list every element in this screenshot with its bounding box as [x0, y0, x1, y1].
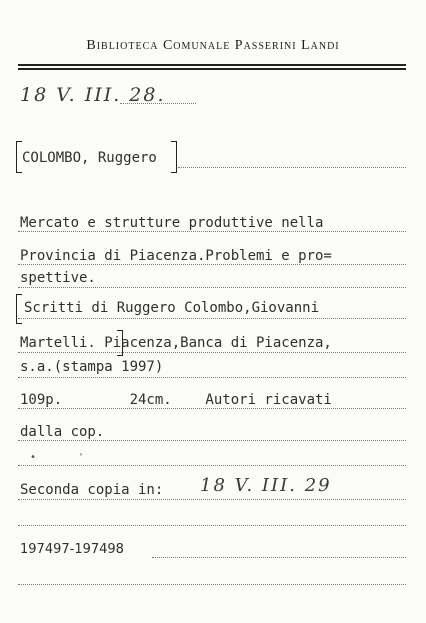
title-line-1: Mercato e strutture produttive nella	[20, 215, 324, 231]
stray-marks: • '	[30, 452, 103, 463]
notes-line: dalla cop.	[20, 424, 105, 440]
library-header: Biblioteca Comunale Passerini Landi	[86, 38, 340, 53]
dotline-4	[18, 318, 406, 319]
collation-line: 109p. 24cm. Autori ricavati	[20, 392, 332, 408]
header-rule-top	[18, 64, 406, 66]
author-dotline	[178, 167, 406, 168]
date-line: s.a.(stampa 1997)	[20, 359, 164, 375]
dotline-13	[18, 584, 406, 585]
header-rule-bottom	[18, 68, 406, 70]
title-line-3: spettive.	[20, 270, 96, 286]
author-bracket-right	[171, 141, 177, 173]
dotline-6	[18, 377, 406, 378]
shelfmark: 18 V. III. 28.	[20, 84, 166, 106]
author-heading: COLOMBO, Ruggero	[22, 150, 157, 166]
title-line-2: Provincia di Piacenza.Problemi e pro=	[20, 248, 332, 264]
authors-line-1: Scritti di Ruggero Colombo,Giovanni	[24, 300, 320, 316]
inventory-numbers: 197497-197498	[20, 542, 124, 557]
shelfmark-dotline	[120, 103, 196, 104]
dotline-8	[18, 440, 406, 441]
imprint-line: Martelli. Piacenza,Banca di Piacenza,	[20, 335, 332, 351]
dotline-5	[18, 352, 406, 353]
second-copy-label: Seconda copia in:	[20, 482, 164, 498]
dotline-3	[18, 287, 406, 288]
dotline-9	[18, 465, 406, 466]
dotline-2	[18, 264, 406, 265]
dotline-7	[18, 408, 406, 409]
dotline-1	[18, 231, 406, 232]
authors-bracket-left	[16, 294, 22, 324]
dotline-10	[18, 499, 406, 500]
second-copy-shelfmark: 18 V. III. 29	[200, 475, 332, 496]
dotline-12	[152, 557, 406, 558]
dotline-11	[18, 525, 406, 526]
